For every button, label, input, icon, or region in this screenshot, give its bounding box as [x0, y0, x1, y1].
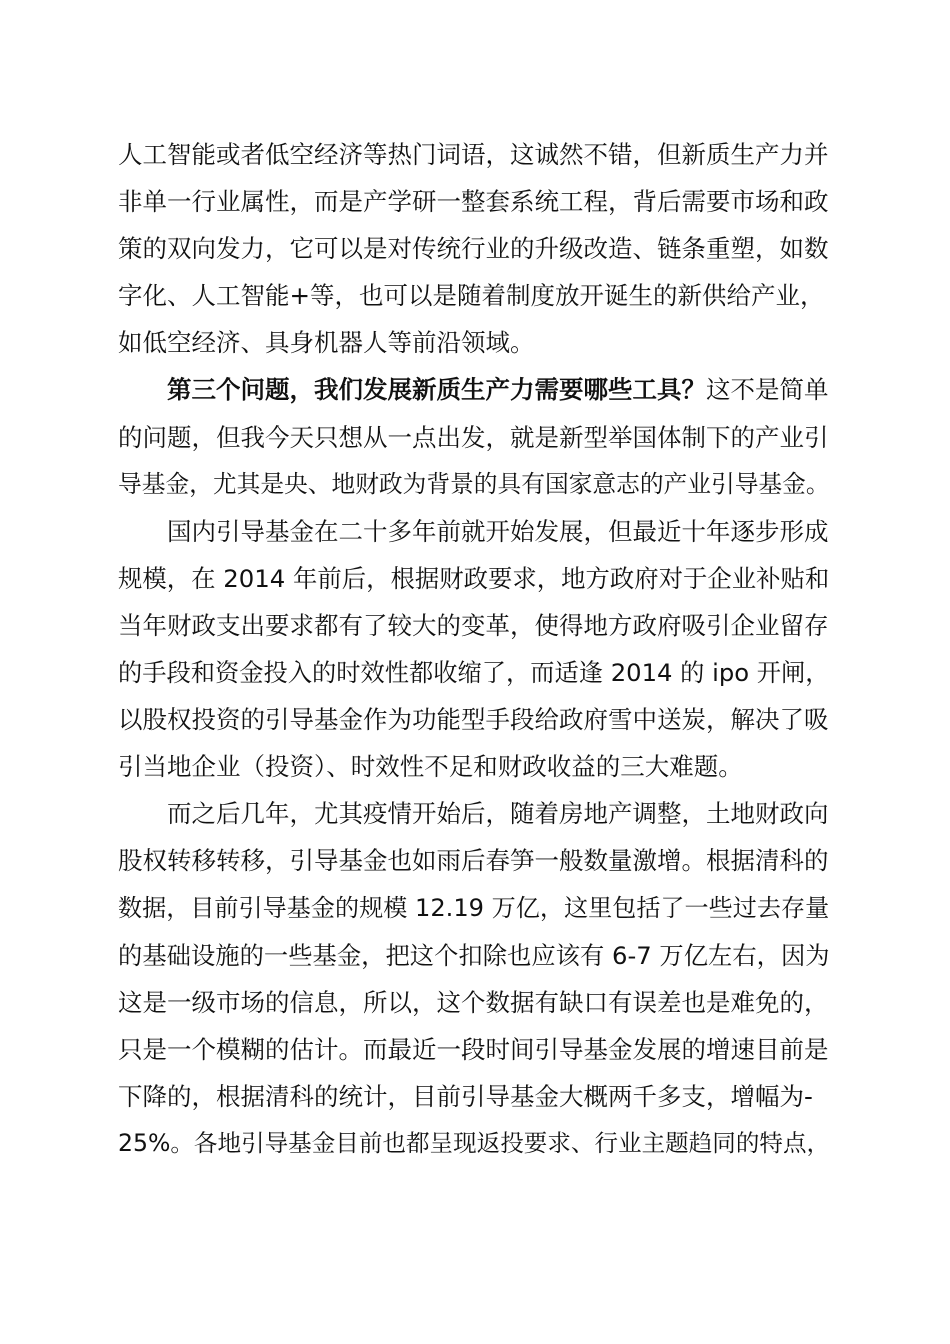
text-segment: 25%。各地引导基金目前也都呈现返投要求、行业主题趋同的特点，: [118, 1128, 831, 1157]
text-line: [118, 696, 830, 743]
text-segment: 的手段和资金投入的时效性都收缩了，而适逢 2014 的 ipo 开闸，: [118, 658, 830, 688]
text-line: [118, 837, 830, 884]
text-line: [118, 131, 830, 178]
text-line: [118, 649, 830, 696]
text-segment: 国内引导基金在二十多年前就开始发展，但最近十年逐步形成: [167, 516, 829, 546]
text-segment: 以股权投资的引导基金作为功能型手段给政府雪中送炭，解决了吸: [118, 705, 829, 735]
text-segment: 非单一行业属性，而是产学研一整套系统工程，背后需要市场和政: [118, 187, 829, 217]
text-segment: 这不是简单: [706, 375, 829, 405]
text-segment: 下降的，根据清科的统计，目前引导基金大概两千多支，增幅为-: [118, 1081, 813, 1111]
text-line: [118, 366, 830, 413]
text-segment: 引当地企业（投资）、时效性不足和财政收益的三大难题。: [118, 752, 743, 782]
paragraph: [118, 131, 830, 366]
text-line: [118, 461, 830, 508]
text-segment: 字化、人工智能+等，也可以是随着制度放开诞生的新供给产业，: [118, 281, 825, 311]
text-segment: 策的双向发力，它可以是对传统行业的升级改造、链条重塑，如数: [118, 234, 829, 264]
text-line: [118, 414, 830, 461]
text-segment: 人工智能或者低空经济等热门词语，这诚然不错，但新质生产力并: [118, 140, 829, 169]
text-line: [118, 319, 830, 366]
text-segment: 而之后几年，尤其疫情开始后，随着房地产调整，土地财政向: [167, 799, 829, 829]
text-line: [118, 885, 830, 932]
text-line: [118, 1026, 830, 1073]
document-body: [118, 131, 830, 1167]
text-line: [118, 1120, 830, 1167]
text-line: [118, 602, 830, 649]
text-line: [118, 555, 830, 602]
text-segment: 导基金，尤其是央、地财政为背景的具有国家意志的产业引导基金。: [118, 469, 830, 498]
text-line: [118, 979, 830, 1026]
text-line: [118, 932, 830, 979]
text-line: [118, 1073, 830, 1120]
text-segment: 的基础设施的一些基金，把这个扣除也应该有 6-7 万亿左右，因为: [118, 940, 830, 970]
text-segment: 当年财政支出要求都有了较大的变革，使得地方政府吸引企业留存: [118, 610, 829, 640]
paragraph: [118, 790, 830, 1167]
bold-text-segment: 第三个问题，我们发展新质生产力需要哪些工具？: [167, 375, 706, 405]
text-line: [118, 508, 830, 555]
text-segment: 的问题，但我今天只想从一点出发，就是新型举国体制下的产业引: [118, 422, 829, 452]
text-line: [118, 225, 830, 272]
text-segment: 规模，在 2014 年前后，根据财政要求，地方政府对于企业补贴和: [118, 563, 830, 593]
text-segment: 股权转移转移，引导基金也如雨后春笋一般数量激增。根据清科的: [118, 846, 829, 876]
paragraph: [118, 366, 830, 507]
text-segment: 只是一个模糊的估计。而最近一段时间引导基金发展的增速目前是: [118, 1034, 829, 1064]
text-line: [118, 272, 830, 319]
text-segment: 如低空经济、具身机器人等前沿领域。: [118, 328, 535, 358]
text-segment: 这是一级市场的信息，所以，这个数据有缺口有误差也是难免的，: [118, 987, 829, 1017]
text-line: [118, 790, 830, 837]
text-segment: 数据，目前引导基金的规模 12.19 万亿，这里包括了一些过去存量: [118, 893, 830, 922]
text-line: [118, 178, 830, 225]
paragraph: [118, 508, 830, 791]
text-line: [118, 743, 830, 790]
